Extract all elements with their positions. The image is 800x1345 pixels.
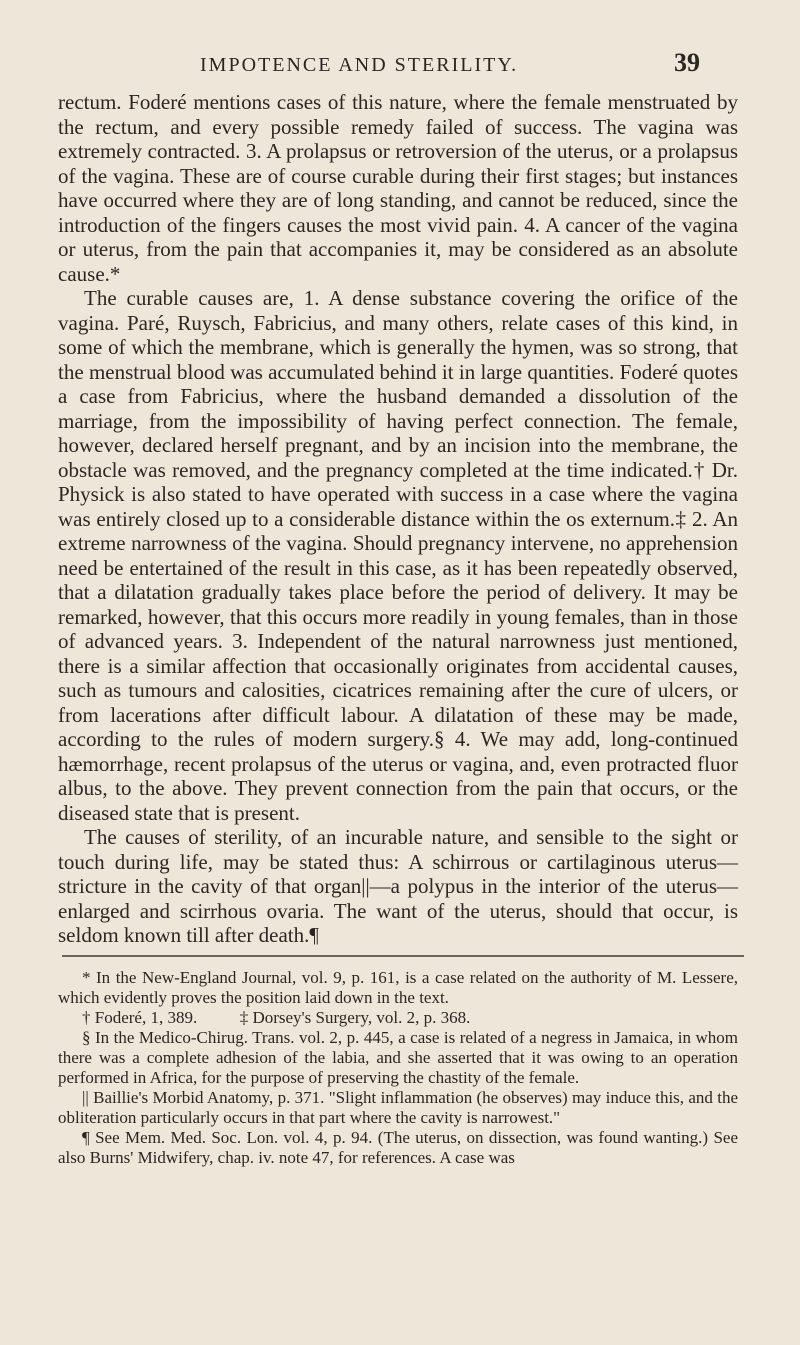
footnote: † Foderé, 1, 389. ‡ Dorsey's Surgery, vol. 2, p. 368. <box>82 1008 471 1027</box>
footnote: || Baillie's Morbid Anatomy, p. 371. "Slight inflammation (he observes) may induce this, and the obliteration particularly occurs in that part where the cavity is narrowest." <box>58 1088 738 1127</box>
page-header <box>140 44 700 80</box>
footnote: ¶ See Mem. Med. Soc. Lon. vol. 4, p. 94. (The uterus, on dissection, was found wanting.) See also Burns' Midwifery, chap. iv. note 47, for references. A case was <box>58 1128 738 1167</box>
running-head: IMPOTENCE AND STERILITY. <box>200 54 519 76</box>
footnote: § In the Medico-Chirug. Trans. vol. 2, p. 445, a case is related of a negress in Jamaica, in whom there was a complete adhesion of the labia, and she asserted that it was owing to an operation performed in Africa, for the purpose of preserving the chastity of the female. <box>58 1028 738 1087</box>
paragraph: The curable causes are, 1. A dense substance covering the orifice of the vagina. Paré, Ruysch, Fabricius, and many others, relate cases of this kind, in some of which the membrane, which is generally the hymen, was so strong, that the menstrual blood was accumulated behind it in large quantities. Foderé quotes a case from Fabricius, where the husband demanded a dissolution of the marriage, from the impossibility of having perfect connection. The female, however, declared herself pregnant, and by an incision into the membrane, the obstacle was removed, and the pregnancy completed at the time indicated.† Dr. Physick is also stated to have operated with success in a case where the vagina was entirely closed up to a considerable distance within the os externum.‡ 2. An extreme narrowness of the vagina. Should pregnancy intervene, no apprehension need be entertained of the result in this case, as it has been repeatedly observed, that a dilatation gradually takes place before the period of delivery. It may be remarked, however, that this occurs more readily in young females, than in those of advanced years. 3. Independent of the natural narrowness just mentioned, there is a similar affection that occasionally originates from accidental causes, such as tumours and calosities, cicatrices remaining after the cure of ulcers, or from lacerations after difficult labour. A dilatation of these may be made, according to the rules of modern surgery.§ 4. We may add, long-continued hæmorrhage, recent prolapsus of the uterus or vagina, and, even protracted fluor albus, to the above. They prevent connection from the pain that occurs, or the diseased state that is present. <box>58 286 738 825</box>
footnote: * In the New-England Journal, vol. 9, p. 161, is a case related on the authority of M. Lessere, which evidently proves the position laid down in the text. <box>58 968 738 1007</box>
paragraph: rectum. Foderé mentions cases of this nature, where the female menstruated by the rectum, and every possible remedy failed of success. The vagina was extremely contracted. 3. A prolapsus or retroversion of the uterus, or a prolapsus of the vagina. These are of course curable during their first stages; but instances have occurred where they are of long standing, and cannot be reduced, since the introduction of the fingers causes the most vivid pain. 4. A cancer of the vagina or uterus, from the pain that accompanies it, may be considered as an absolute cause.* <box>58 90 738 286</box>
footnote-divider <box>62 955 744 957</box>
body-text <box>58 90 738 948</box>
footnotes <box>58 968 738 1168</box>
page-number: 39 <box>674 48 700 77</box>
paragraph: The causes of sterility, of an incurable nature, and sensible to the sight or touch during life, may be stated thus: A schirrous or cartilaginous uterus—stricture in the cavity of that organ||—a polypus in the interior of the uterus—enlarged and scirrhous ovaria. The want of the uterus, should that occur, is seldom known till after death.¶ <box>58 825 738 947</box>
